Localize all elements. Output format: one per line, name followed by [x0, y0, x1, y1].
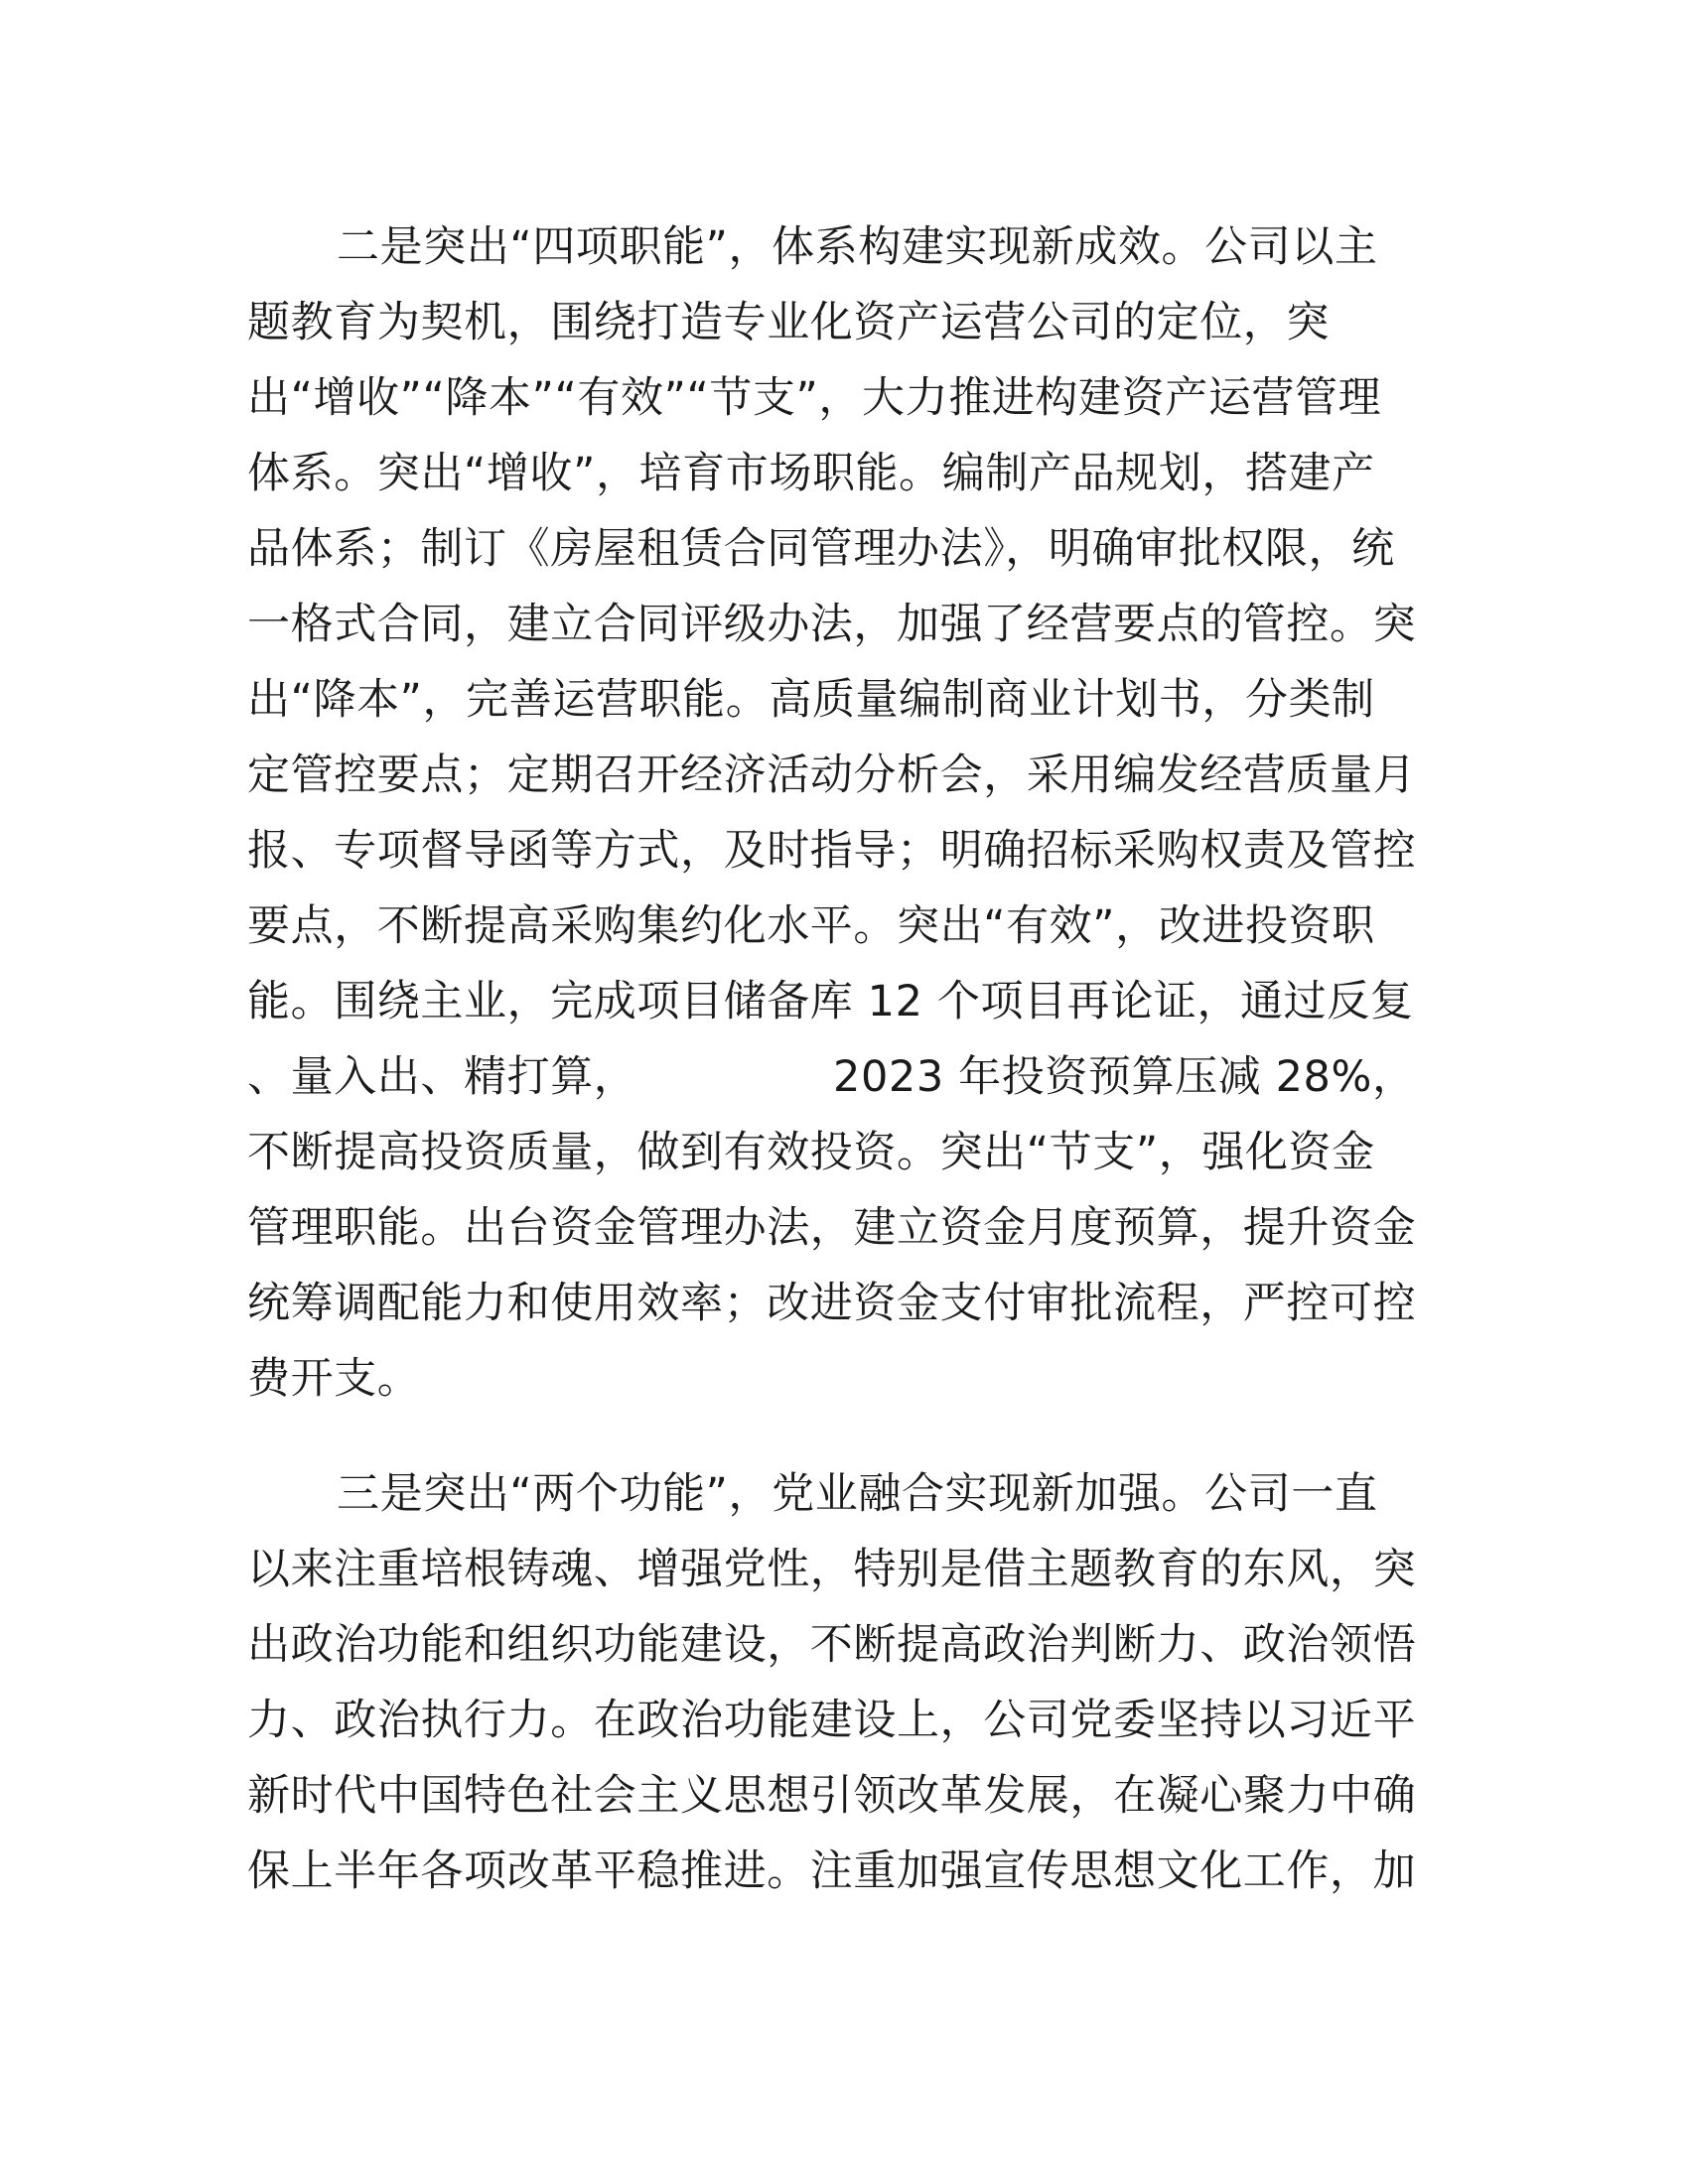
paragraph-line: 能。围绕主业，完成项目储备库 12 个项目再论证，通过反复 [247, 977, 1414, 1026]
paragraph-line: 一格式合同，建立合同评级办法，加强了经营要点的管控。突 [247, 600, 1417, 649]
paragraph-line: 体系。突出“增收”，培育市场职能。编制产品规划，搭建产 [247, 449, 1375, 498]
paragraph-line: 力、政治执行力。在政治功能建设上，公司党委坚持以习近平 [247, 1696, 1417, 1745]
paragraph-line: 不断提高投资质量，做到有效投资。突出“节支”，强化资金 [247, 1128, 1375, 1177]
line-segment-right: 2023 年投资预算压减 28%， [833, 1052, 1416, 1102]
paragraph-line: 管理职能。出台资金管理办法，建立资金月度预算，提升资金 [247, 1203, 1417, 1253]
paragraph-line: 统筹调配能力和使用效率；改进资金支付审批流程，严控可控 [247, 1279, 1417, 1328]
paragraph-line: 题教育为契机，围绕打造专业化资产运营公司的定位，突 [247, 298, 1330, 347]
paragraph-two-functions [247, 1456, 1439, 1909]
paragraph-line-with-gap [247, 1039, 1439, 1115]
paragraph-line: 新时代中国特色社会主义思想引领改革发展，在凝心聚力中确 [247, 1771, 1417, 1821]
paragraph-line: 出“增收”“降本”“有效”“节支”，大力推进构建资产运营管理 [247, 373, 1382, 423]
paragraph-four-functions [247, 209, 1439, 1417]
paragraph-line: 要点，不断提高采购集约化水平。突出“有效”，改进投资职 [247, 901, 1375, 951]
paragraph-line: 保上半年各项改革平稳推进。注重加强宣传思想文化工作，加 [247, 1846, 1417, 1896]
paragraph-line: 费开支。 [247, 1354, 421, 1404]
paragraph-line: 品体系；制订《房屋租赁合同管理办法》，明确审批权限，统 [247, 524, 1395, 574]
paragraph-line: 报、专项督导函等方式，及时指导；明确招标采购权责及管控 [247, 826, 1417, 876]
line-segment-left: 、量入出、精打算， [247, 1052, 637, 1102]
paragraph-line: 出政治功能和组织功能建设，不断提高政治判断力、政治领悟 [247, 1620, 1417, 1670]
paragraph-line: 定管控要点；定期召开经济活动分析会，采用编发经营质量月 [247, 751, 1417, 800]
paragraph-line: 出“降本”，完善运营职能。高质量编制商业计划书，分类制 [247, 675, 1375, 725]
paragraph-line: 三是突出“两个功能”，党业融合实现新加强。公司一直 [337, 1469, 1378, 1519]
paragraph-line: 二是突出“四项职能”，体系构建实现新成效。公司以主 [337, 222, 1378, 272]
paragraph-line: 以来注重培根铸魂、增强党性，特别是借主题教育的东风，突 [247, 1545, 1417, 1594]
